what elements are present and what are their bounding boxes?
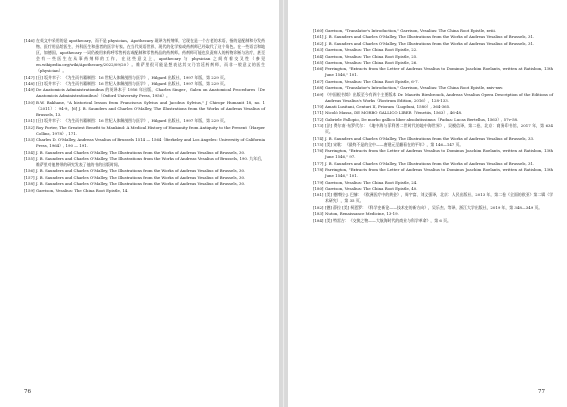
endnote <box>24 38 265 74</box>
endnote-number: [157] <box>24 174 35 180</box>
endnote-text: Garrison, Vesalius: The China Root Epistle, 14. <box>36 187 129 193</box>
endnote <box>24 188 265 194</box>
endnote-text: Garrison, Vesalius: The China Root Epistle, 6-7. <box>324 78 419 84</box>
endnote-text: 在英文中采用的是 apothecary，而不是 physician。Apothecary 現译为药剂师，它现在是一个古老的术语，指的是配制和分发药物、医疗用品给医生、外科医生和患者的医学专家。在当代英语世界，现代的化学家或药剂师已经取代了这个角色。在一些语言和地区，如德国，apothecary 一词仍被用来称呼零售药店或配制和零售药品的药剂师。药剂师可能也负责病人的药物诊断与治疗，甚至会有一些医生在从事药剂师的工作，在这些意义上，apothecary 与 physician 之间有着交叉性（参见 en.wikipedia.org/wiki/Apothecary/2022/09/20）。维萨里很可能是想表达其父乃宫廷药剂师，而非一般意义的医生（physician）。 <box>36 38 266 74</box>
endnote <box>313 85 553 91</box>
endnote-text: Charles D. O'Malley, Andreas Vesalius of Brussels 1514 — 1564（Berkeley and Los Angeles: University of California Press, 1964）, 190 — 191. <box>36 137 266 149</box>
endnote-text: B.W. Bakhane, "A historical lesson from Franciscus Sylvius and Jacobus Sylvius," J Chiropr Humanit 18, no. 1（2011）：94-9。[6] J. B. Saunders and Charles O'Malley, The Illustrations from the Works of Andreas Vesalius of Brussels, 13. <box>36 99 266 117</box>
endnote <box>313 41 553 47</box>
endnote-text: Amati Lusitani, Centuri II, Prioram（Lugduni, 1580）, 364-365. <box>324 104 451 109</box>
endnote-text: Farrington, "Extracts from the Letter of Andreas Vesalius to Dominus Joachim Roelants, written at Ratisbon, 13th June 1546," 97. <box>324 148 554 160</box>
endnote-text: Garrison, Vesalius: The China Root Epistle, 22. <box>324 47 418 53</box>
endnote <box>313 142 553 148</box>
endnote-text: Gabriele Fallopio, De morbo gallico liber absolutissimus（Padua: Lucas Bertellus, 1563）, 57v-58. <box>324 116 519 122</box>
endnote-text: Nicolò Massa, DE MORBO GALLICO LIBER（Venetiis, 1563）, 46-48. <box>324 110 463 116</box>
endnote <box>313 92 553 104</box>
endnote-text: Garrison, Vesalius: The China Root Epistle, 40. <box>324 186 418 192</box>
endnote-text: Roy Porter, The Greatest Benefit to Mankind: A Medical History of Humanity from Antiquity to the Present（Harper Collins, 1978）, 171. <box>36 124 266 136</box>
right-page <box>288 0 567 407</box>
endnote-text: J. B. Saunders and Charles O'Malley, The Illustrations from the Works of Andreas Vesalius of Brussels, 30. <box>36 174 246 180</box>
endnote-text: [美] 宋歌：《最终不是的全中——唐建元至翻看在的平年》，第 146—147 页。 <box>324 142 464 147</box>
endnote-number: [155] <box>24 155 35 161</box>
endnote-number: [163] <box>312 47 324 53</box>
endnote-number: [172] <box>312 116 324 122</box>
endnote <box>313 34 553 40</box>
endnote-text: Ferrington, "Extracts from the Letter of Andreas Vesalius to Dominus Joachim Roelants, written at Ratisbon, 13th June 1546," 101. <box>324 66 554 78</box>
endnote-number: [170] <box>312 104 324 109</box>
endnote-number: [147] <box>24 74 35 80</box>
endnote-text: Garrison, Vesalius: The China Root Epistle, 26. <box>324 59 418 65</box>
endnote-text: 《中国根书简》出版至今有四个主要版本 Dr. Maurits Biesbrouck, Andreas Vesalius Opera Description of the Editions of Andreas Vesalius's Works（Rostrum Edition, 2016），128-133. <box>324 91 554 103</box>
endnote-text: [日] 坂井幸子：《为生而书籍制图：16 世纪人体解剖图与医学》，Hilgard 出版社，1997 年版，第 229 页。 <box>36 118 228 124</box>
endnote-text: J. B. Saunders and Charles O'Malley, The Illustrations from the Works of Andreas Vesalius of Brussels, 30. <box>36 181 246 187</box>
endnote-number: [177] <box>312 160 324 166</box>
endnote-number: [158] <box>24 181 35 187</box>
endnote-text: J. B. Saunders and Charles O'Malley, The Illustrations from the Works of Andreas Vesalius of Brussels, 31. <box>324 40 535 46</box>
endnote-number: [151] <box>24 118 35 124</box>
endnote <box>313 123 553 135</box>
endnote-text: Farrington, "Extracts from the Letter of Andreas Vesalius to Dominus Joachim Roelants, written at Ratisbon, 13th June 1546," 101. <box>324 167 554 179</box>
endnote <box>24 168 265 174</box>
endnote-number: [160] <box>312 28 324 33</box>
endnote-text: [美] 特雷吉：《交换之物——大航海时代的商业与科学革命》，第 6 页。 <box>324 217 451 223</box>
endnote <box>24 100 265 118</box>
endnote <box>24 75 265 81</box>
endnote <box>24 137 265 149</box>
endnote <box>313 66 553 78</box>
endnote-text: J. B. Saunders and Charles O'Malley, The Illustrations from the Works of Andreas Vesalius of Brussels, 30. <box>36 168 246 174</box>
endnote-number: [146] <box>24 38 35 43</box>
page-number: 76 <box>24 389 31 395</box>
endnote-number: [150] <box>24 99 35 105</box>
endnote <box>24 87 265 99</box>
endnote-number: [153] <box>24 137 35 143</box>
endnote-number: [181] <box>312 192 324 198</box>
endnote-text: [日] 坂井幸子：《为生而书籍制图：16 世纪人体解剖图与医学》，Hilgard 出版社，1997 年版，第 229 页。 <box>36 74 228 80</box>
endnote <box>313 54 553 60</box>
endnote <box>313 161 553 167</box>
endnote-text: Garrison, "Translator's Introduction," Garrison, Vesalius: The China Root Epistle, xviii. <box>324 28 496 33</box>
endnote-number: [148] <box>24 81 35 87</box>
endnote <box>313 167 553 179</box>
endnote-text: J. B. Saunders and Charles O'Malley, The Illustrations from the Works of Andreas Vesalius of Brussels, 31. <box>324 34 535 40</box>
endnote <box>24 81 265 87</box>
endnote-text: J. B. Saunders and Charles O'Malley, The Illustrations from the Works of Andreas Vesalius of Brussels, 190. 九年后，维萨里对他曾带的研究发表了他的书的出版时间。 <box>36 155 266 168</box>
endnote <box>24 150 265 156</box>
endnote <box>313 211 553 217</box>
endnote-text: Garrison, Vesalius: The China Root Epistle, 25. <box>324 53 418 59</box>
endnote <box>313 136 553 142</box>
endnote <box>24 156 265 168</box>
endnote-text: [美] 德博拉·J. 巴赫：《欧洲医疗中的黄金》，周宇富、刘义强译，北京：人民出版社，2013 年，第二卷《全面的欧亚》第二辑（学术研究），第 35 页。 <box>324 192 554 204</box>
endnote <box>24 118 265 124</box>
endnote <box>313 117 553 123</box>
endnote-number: [168] <box>312 85 324 91</box>
endnote-number: [152] <box>24 124 35 130</box>
endnote-number: [165] <box>312 59 324 65</box>
endnote-number: [171] <box>312 110 324 116</box>
left-page <box>0 0 279 407</box>
endnote-number: [182] <box>312 204 324 210</box>
endnote-text: [德] 薛拉 [美] 柯恩罗：《科学史新论——技术史的新方向》，吴乐杰、等译，浙江大学出版社，2019 年，第 348—349 页。 <box>324 204 543 210</box>
endnote <box>313 110 553 116</box>
endnote <box>24 181 265 187</box>
endnote-number: [159] <box>24 187 35 193</box>
right-endnotes-list <box>313 28 553 224</box>
book-gutter <box>282 0 285 407</box>
endnote-number: [174] <box>312 135 324 141</box>
endnote-number: [166] <box>312 66 324 72</box>
endnote <box>313 218 553 224</box>
endnote <box>313 186 553 192</box>
endnote-number: [162] <box>312 40 324 46</box>
endnote-text: Nuton, Renaissance Medicine, 13-19. <box>324 211 399 217</box>
endnote-number: [156] <box>24 168 35 174</box>
endnote-text: [日] 坂井幸子：《为生而书籍制图：16 世纪人体解剖图与医学》，Hilgard 出版社，1997 年版，第 229 页。 <box>36 81 228 87</box>
endnote <box>313 192 553 204</box>
endnote-number: [169] <box>312 91 324 97</box>
endnote <box>313 79 553 85</box>
endnote <box>24 125 265 137</box>
endnote-number: [149] <box>24 87 35 93</box>
endnote <box>313 104 553 110</box>
endnote <box>313 60 553 66</box>
endnote <box>313 28 553 34</box>
left-endnotes-list <box>24 38 265 194</box>
endnote-number: [164] <box>312 53 324 59</box>
page-number: 77 <box>538 389 546 395</box>
endnote-text: De Anatomicis Administrationibus 的英译本于 1956 年出版，Charles Singer，Galen on Anatomical Procedures（De Anatomicis Administrationibus）（Oxford University Press, 1956）。 <box>36 87 266 99</box>
endnote <box>313 205 553 211</box>
endnote-number: [154] <box>24 149 35 155</box>
endnote-text: J. B. Saunders and Charles O'Malley, The Illustrations from the Works of Andreas Vesalius of Brussels, 30. <box>36 149 246 155</box>
endnote-text: J. B. Saunders and Charles O'Malley, The Illustrations from the Works of Andreas Vesalius of Brussels, 33. <box>324 135 535 141</box>
endnote-text: Garrison, "Translator's Introduction," Garrison, Vesalius: The China Root Epistle, xxiv-xxv. <box>324 85 504 91</box>
endnote-number: [178] <box>312 167 324 173</box>
endnote-number: [180] <box>312 186 324 192</box>
endnote-text: J. B. Saunders and Charles O'Malley, The Illustrations from the Works of Andreas Vesalius of Brussels, 31. <box>324 160 535 166</box>
endnote-text: [法] 费尔南·布罗代尔：《地中海与菲利普二世时代的地中海世界》，吴模信译，第二卷，北京：商务印书馆，2017 年，第 634 页。 <box>324 123 554 135</box>
endnote-number: [176] <box>312 148 324 154</box>
endnote-number: [161] <box>312 34 324 40</box>
endnote-number: [173] <box>312 123 324 129</box>
endnote-number: [183] <box>312 211 324 217</box>
endnote <box>313 180 553 186</box>
endnote <box>313 47 553 53</box>
endnote-number: [167] <box>312 78 324 84</box>
endnote-number: [175] <box>312 142 324 147</box>
endnote <box>24 175 265 181</box>
endnote <box>313 148 553 160</box>
endnote-number: [184] <box>312 217 324 223</box>
endnote-text: Garrison, Vesalius: The China Root Epistle, 24. <box>324 179 418 185</box>
endnote-number: [179] <box>312 179 324 185</box>
